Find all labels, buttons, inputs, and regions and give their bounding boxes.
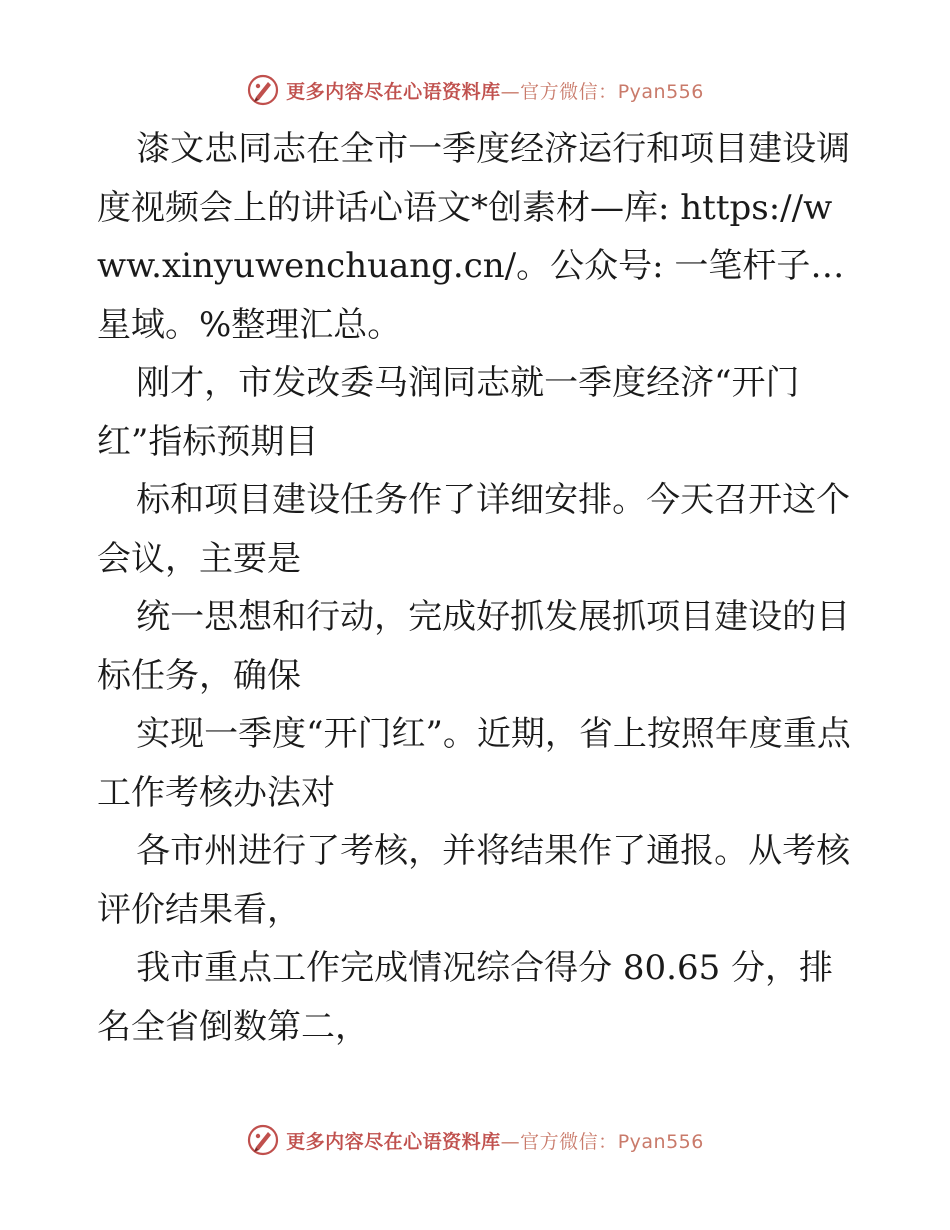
footer-watermark [0,1120,950,1160]
paragraph-6: 各市州进行了考核，并将结果作了通报。从考核评价结果看， [97,831,851,930]
watermark-text [286,1127,704,1154]
watermark-site: 更多内容尽在心语资料库 [286,80,501,103]
watermark-content [246,1123,704,1157]
header-watermark [0,70,950,110]
pen-logo-icon [246,73,280,107]
paragraph-2: 刚才，市发改委马润同志就一季度经济“开门红”指标预期目 [97,363,800,462]
paragraph-5: 实现一季度“开门红”。近期，省上按照年度重点工作考核办法对 [97,714,851,813]
document-body [97,120,857,1056]
watermark-wechat-label: 官方微信： [520,80,618,103]
watermark-content [246,73,704,107]
watermark-site: 更多内容尽在心语资料库 [286,1130,501,1153]
watermark-wechat-id: Pyan556 [617,1130,704,1153]
pen-logo-icon [246,1123,280,1157]
paragraph-7: 我市重点工作完成情况综合得分 80.65 分，排名全省倒数第二， [97,948,834,1047]
watermark-dash: — [500,1130,521,1153]
watermark-text [286,77,704,104]
watermark-wechat-label: 官方微信： [520,1130,618,1153]
watermark-dash: — [500,80,521,103]
paragraph-3: 标和项目建设任务作了详细安排。今天召开这个会议，主要是 [97,480,851,579]
paragraph-1: 漆文忠同志在全市一季度经济运行和项目建设调度视频会上的讲话心语文*创素材—库: https://www.xinyuwenchuang.cn/。公众号: 一笔杆子…星域。%整理汇总。 [97,129,851,345]
paragraph-4: 统一思想和行动，完成好抓发展抓项目建设的目标任务，确保 [97,597,851,696]
watermark-wechat-id: Pyan556 [617,80,704,103]
